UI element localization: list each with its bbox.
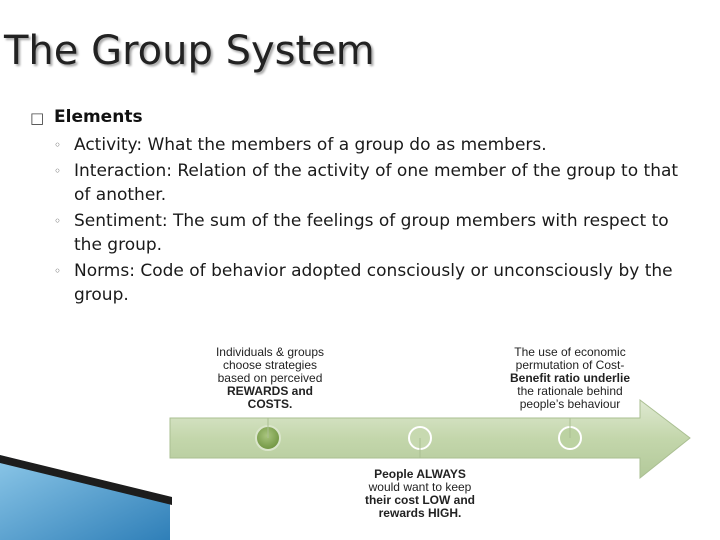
circle-bullet-icon: ◦ xyxy=(54,138,62,152)
diagram-label-rewards-costs: Individuals & groups choose strategies based on perceived REWARDS and COSTS. xyxy=(215,345,325,411)
sub-bullet-interaction: ◦ Interaction: Relation of the activity of one member of the group to that of another. xyxy=(54,161,679,205)
circle-bullet-icon: ◦ xyxy=(54,214,62,228)
corner-decoration xyxy=(0,455,180,540)
bullet-elements xyxy=(30,107,690,127)
checkbox-bullet-icon: □ xyxy=(30,109,45,127)
bullet-list xyxy=(30,107,690,309)
diagram-label-cost-low-rewards-high: People ALWAYS would want to keep their cost LOW and rewards HIGH. xyxy=(364,467,475,520)
circle-bullet-icon: ◦ xyxy=(54,164,62,178)
bullet-label: Elements xyxy=(54,107,143,127)
sub-bullet-norms: ◦ Norms: Code of behavior adopted consciously or unconsciously by the group. xyxy=(54,261,673,305)
sub-bullet-activity: ◦ Activity: What the members of a group do as members. xyxy=(54,135,547,155)
sub-bullet-sentiment: ◦ Sentiment: The sum of the feelings of group members with respect to the group. xyxy=(54,211,669,255)
diagram-label-cost-benefit: The use of economic permutation of Cost- Benefit ratio underlie the rationale behind people’s behaviour xyxy=(509,345,631,411)
cost-benefit-diagram xyxy=(165,340,705,540)
slide-title: The Group System xyxy=(4,28,375,74)
sub-bullet-list xyxy=(30,133,690,307)
circle-bullet-icon: ◦ xyxy=(54,264,62,278)
